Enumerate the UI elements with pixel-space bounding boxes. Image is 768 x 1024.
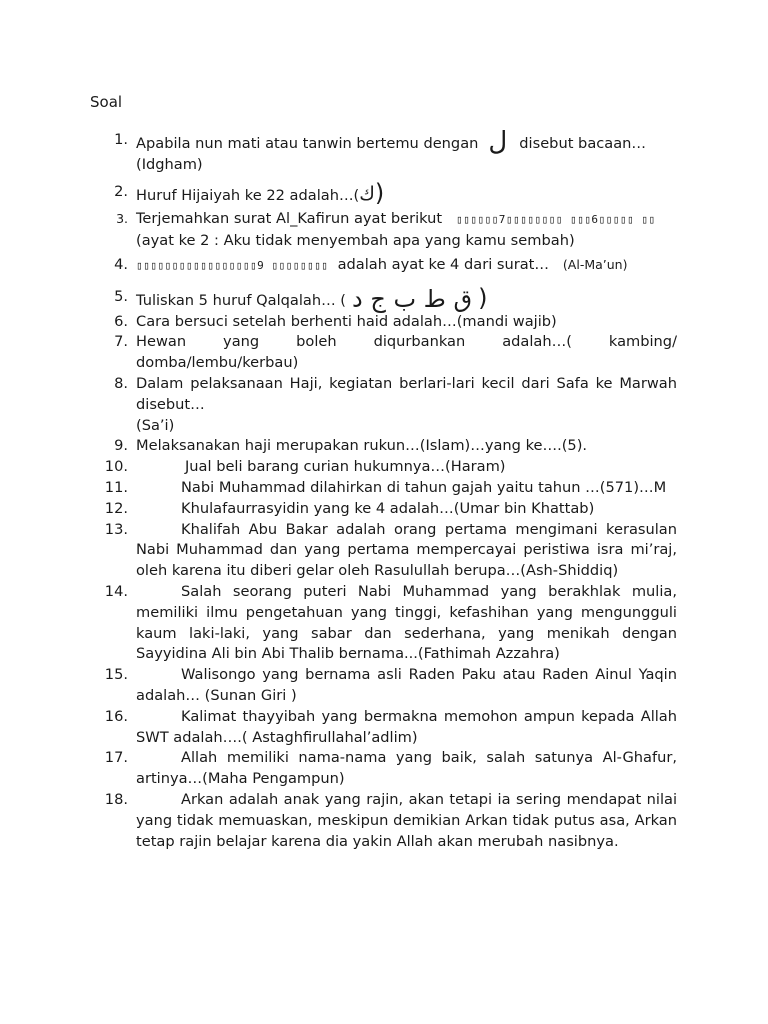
question-text: Hewan yang boleh diqurbankan adalah…( kambing/ domba/lembu/kerbau) — [136, 333, 677, 372]
question-item-3 — [104, 209, 677, 252]
question-number: 13. — [104, 520, 128, 538]
question-number: 15. — [104, 666, 128, 684]
question-item-6 — [104, 312, 677, 333]
question-text: Allah memiliki nama-nama yang baik, salah satunya Al-Ghafur, artinya…(Maha Pengampun) — [136, 749, 677, 788]
question-text: Salah seorang puteri Nabi Muhammad yang berakhlak mulia, memiliki ilmu pengetahuan yang tinggi, kefashihan yang mengungguli kaum laki-laki, yang sabar dan sederhana, yang menikah dengan Sayyidina Ali bin Abi Thalib bernama...(Fathimah Azzahra) — [136, 582, 677, 663]
answer-text: (Al-Ma’un) — [562, 256, 628, 272]
question-item-7 — [104, 332, 677, 374]
question-item-8 — [104, 374, 677, 436]
question-number: 2. — [114, 182, 128, 200]
question-text: adalah ayat ke 4 dari surat… — [337, 255, 549, 273]
question-number: 18. — [104, 790, 128, 808]
question-number: 1. — [114, 131, 128, 148]
question-text: ) — [478, 283, 488, 312]
answer-text: (ayat ke 2 : Aku tidak menyembah apa yang kamu sembah) — [136, 232, 575, 250]
arabic-letters: ق ط ب ج د — [352, 284, 473, 313]
page-title: Soal — [90, 93, 123, 111]
question-text: Melaksanakan haji merupakan rukun…(Islam)…yang ke….(5). — [136, 437, 588, 455]
arabic-verse: ▯▯▯▯▯▯7▯▯▯▯▯▯▯▯ ▯▯▯6▯▯▯▯▯ ▯▯ — [456, 213, 656, 227]
question-number: 5. — [114, 287, 128, 305]
arabic-letter: ك — [359, 182, 375, 205]
question-item-15 — [104, 665, 677, 707]
question-item-16 — [104, 707, 677, 749]
question-number: 12. — [104, 499, 128, 517]
question-item-5 — [104, 283, 677, 313]
question-text: disebut bacaan… — [519, 135, 647, 152]
question-item-12 — [104, 499, 677, 520]
question-text: Dalam pelaksanaan Haji, kegiatan berlari-lari kecil dari Safa ke Marwah disebut… — [136, 374, 677, 413]
answer-text: (Sa’i) — [136, 416, 175, 434]
question-number: 4. — [114, 255, 128, 273]
question-list — [104, 127, 677, 852]
question-item-13 — [104, 520, 677, 582]
question-text: Arkan adalah anak yang rajin, akan tetapi ia sering mendapat nilai yang tidak memuaskan, meskipun demikian Arkan tidak putus asa, Arkan tetap rajin belajar karena dia yakin Allah akan merubah nasibnya. — [136, 790, 677, 850]
arabic-letter: ل — [488, 127, 508, 157]
question-text: Tuliskan 5 huruf Qalqalah… ( — [136, 291, 346, 309]
question-item-10 — [104, 457, 677, 478]
question-number: 8. — [114, 374, 128, 392]
question-number: 3. — [116, 211, 128, 227]
question-text: Khulafaurrasyidin yang ke 4 adalah…(Umar bin Khattab) — [181, 499, 595, 517]
question-number: 11. — [104, 478, 128, 496]
question-number: 16. — [104, 707, 128, 725]
question-item-9 — [104, 436, 677, 457]
arabic-verse: ▯▯▯▯▯▯▯▯▯▯▯▯▯▯▯▯▯9 ▯▯▯▯▯▯▯▯ — [136, 258, 329, 272]
question-item-17 — [104, 748, 677, 790]
question-number: 17. — [104, 749, 128, 767]
question-number: 7. — [114, 333, 128, 351]
question-text: Huruf Hijaiyah ke 22 adalah…( — [136, 186, 360, 204]
question-item-4 — [104, 255, 677, 277]
question-item-11 — [104, 478, 677, 499]
question-text: Walisongo yang bernama asli Raden Paku atau Raden Ainul Yaqin adalah… (Sunan Giri ) — [136, 666, 677, 704]
question-text: Khalifah Abu Bakar adalah orang pertama mengimani kerasulan Nabi Muhammad dan yang pertama mempercayai peristiwa isra mi’raj, oleh karena itu diberi gelar oleh Rasulullah berupa…(Ash-Shiddiq) — [136, 520, 677, 580]
question-item-2 — [104, 178, 677, 207]
question-item-18 — [104, 790, 677, 852]
question-text: Cara bersuci setelah berhenti haid adalah…(mandi wajib) — [136, 312, 557, 330]
question-number: 14. — [104, 582, 128, 600]
question-text: ) — [374, 178, 385, 207]
question-text: Terjemahkan surat Al_Kafirun ayat berikut — [136, 210, 443, 228]
question-item-1 — [104, 127, 677, 176]
question-number: 10. — [104, 458, 128, 476]
question-text: Nabi Muhammad dilahirkan di tahun gajah yaitu tahun …(571)…M — [181, 478, 667, 496]
question-text: Jual beli barang curian hukumnya…(Haram) — [185, 458, 506, 476]
question-number: 6. — [114, 312, 128, 330]
question-text: Apabila nun mati atau tanwin bertemu dengan — [136, 135, 479, 152]
answer-text: (Idgham) — [136, 155, 203, 173]
question-item-14 — [104, 582, 677, 665]
question-text: Kalimat thayyibah yang bermakna memohon ampun kepada Allah SWT adalah….( Astaghfirullahal’adlim) — [136, 707, 677, 746]
question-number: 9. — [114, 437, 128, 455]
